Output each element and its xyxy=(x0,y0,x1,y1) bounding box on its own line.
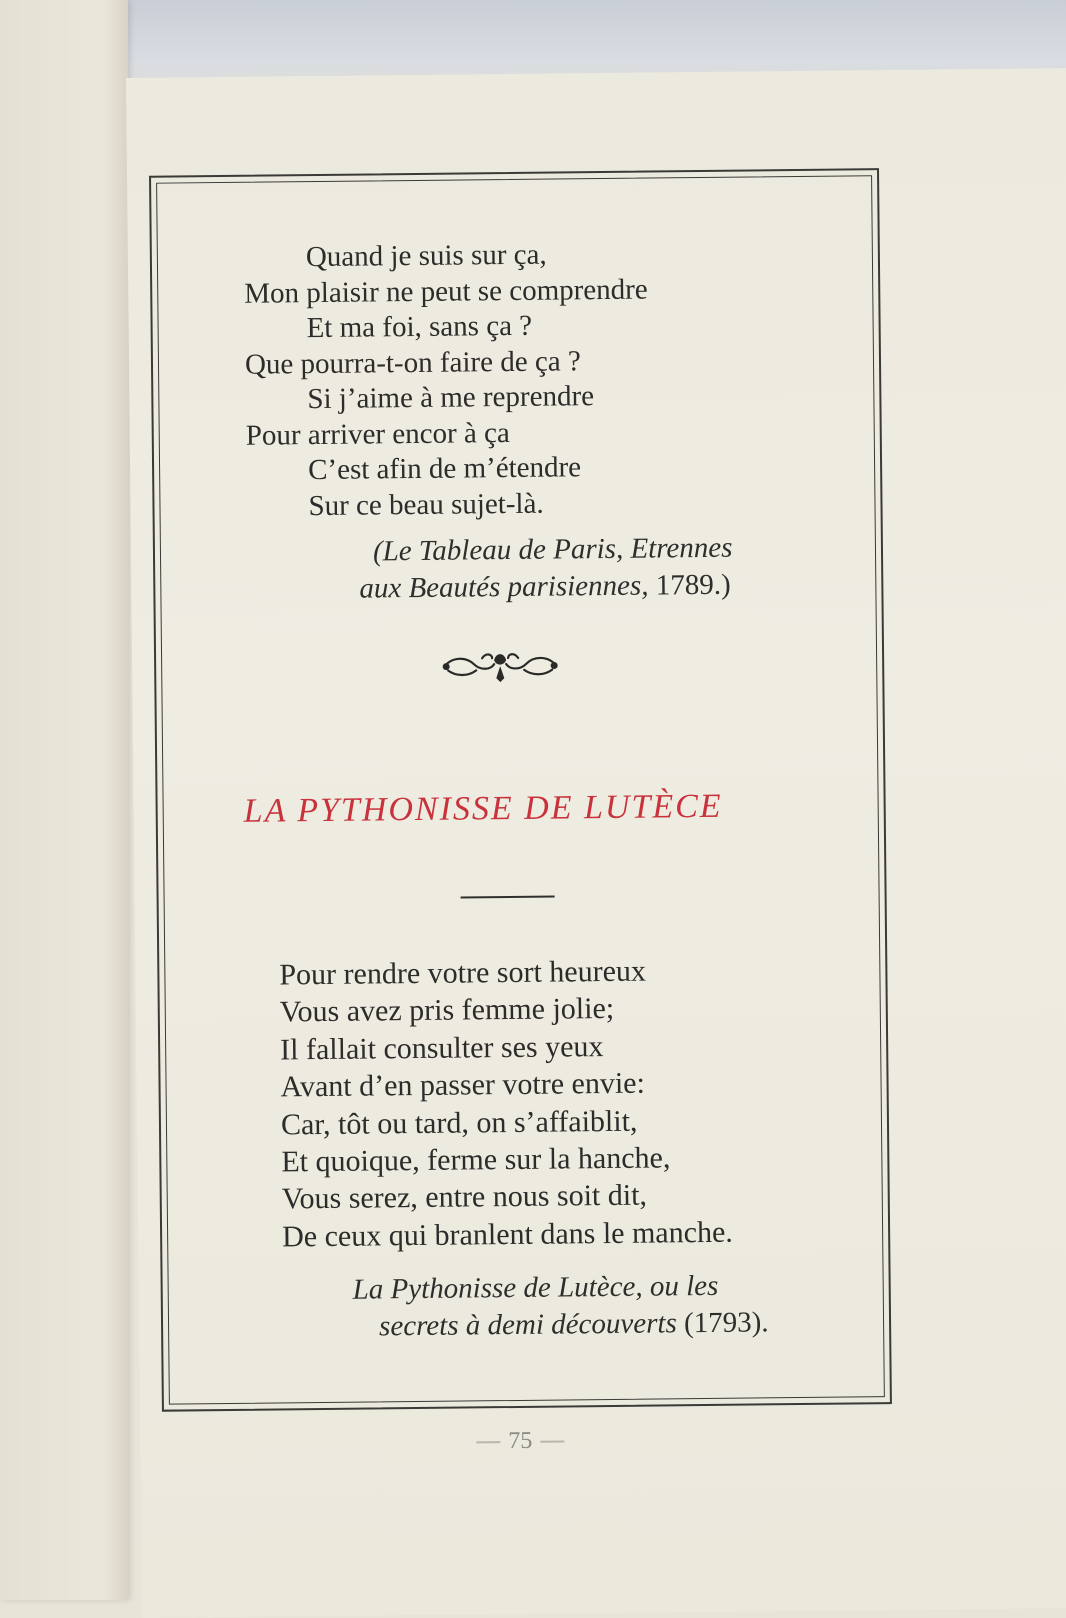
verse-line: Vous avez pris femme jolie; xyxy=(279,992,615,1029)
citation-title: (Le Tableau de Paris, Etrennes xyxy=(372,531,733,568)
citation-line xyxy=(373,530,733,571)
verse-line: Mon plaisir ne peut se comprendre xyxy=(244,273,648,310)
citation-line xyxy=(353,1304,769,1345)
verse-line: De ceux qui branlent dans le manche. xyxy=(281,1215,733,1254)
verse-line: Sur ce beau sujet-là. xyxy=(308,487,544,522)
verse-line: Et ma foi, sans ça ? xyxy=(306,309,533,345)
citation-title: La Pythonisse de Lutèce, ou les xyxy=(352,1269,719,1306)
page-number-value: 75 xyxy=(508,1427,533,1455)
citation-title: secrets à demi découverts xyxy=(378,1307,677,1343)
citation-year: (1793). xyxy=(676,1306,769,1340)
page-border xyxy=(149,168,892,1412)
poem-2 xyxy=(279,952,733,1256)
citation-year: 1789.) xyxy=(648,568,731,602)
citation-2 xyxy=(353,1267,769,1345)
page-number xyxy=(440,1427,600,1456)
title-rule xyxy=(461,896,555,899)
citation-1 xyxy=(359,530,733,608)
verse-line: Si j’aime à me reprendre xyxy=(307,380,595,416)
fleuron-ornament-icon xyxy=(438,645,562,686)
citation-title: aux Beautés parisiennes, xyxy=(359,569,649,605)
citation-line xyxy=(359,567,733,608)
verse-line: Vous serez, entre nous soit dit, xyxy=(281,1179,648,1216)
dash-right xyxy=(540,1441,564,1443)
verse-line: Il fallait consulter ses yeux xyxy=(280,1029,604,1067)
section-title: LA PYTHONISSE DE LUTÈCE xyxy=(243,787,723,830)
verse-line: Quand je suis sur ça, xyxy=(305,238,547,274)
dash-left xyxy=(476,1442,500,1444)
verse-line: C’est afin de m’étendre xyxy=(307,451,582,487)
left-page-edge xyxy=(0,0,128,1600)
verse-line: Avant d’en passer votre envie: xyxy=(280,1066,646,1104)
verse-line: Que pourra-t-on faire de ça ? xyxy=(244,344,581,381)
verse-line: Car, tôt ou tard, on s’affaiblit, xyxy=(280,1104,638,1142)
verse-line: Pour rendre votre sort heureux xyxy=(279,954,647,992)
verse-line: Et quoique, ferme sur la hanche, xyxy=(281,1141,671,1179)
page-border-inner xyxy=(156,175,885,1404)
book-page xyxy=(126,68,1066,1618)
poem-1 xyxy=(244,237,650,525)
citation-line xyxy=(353,1267,769,1308)
verse-line: Pour arriver encor à ça xyxy=(245,416,510,452)
